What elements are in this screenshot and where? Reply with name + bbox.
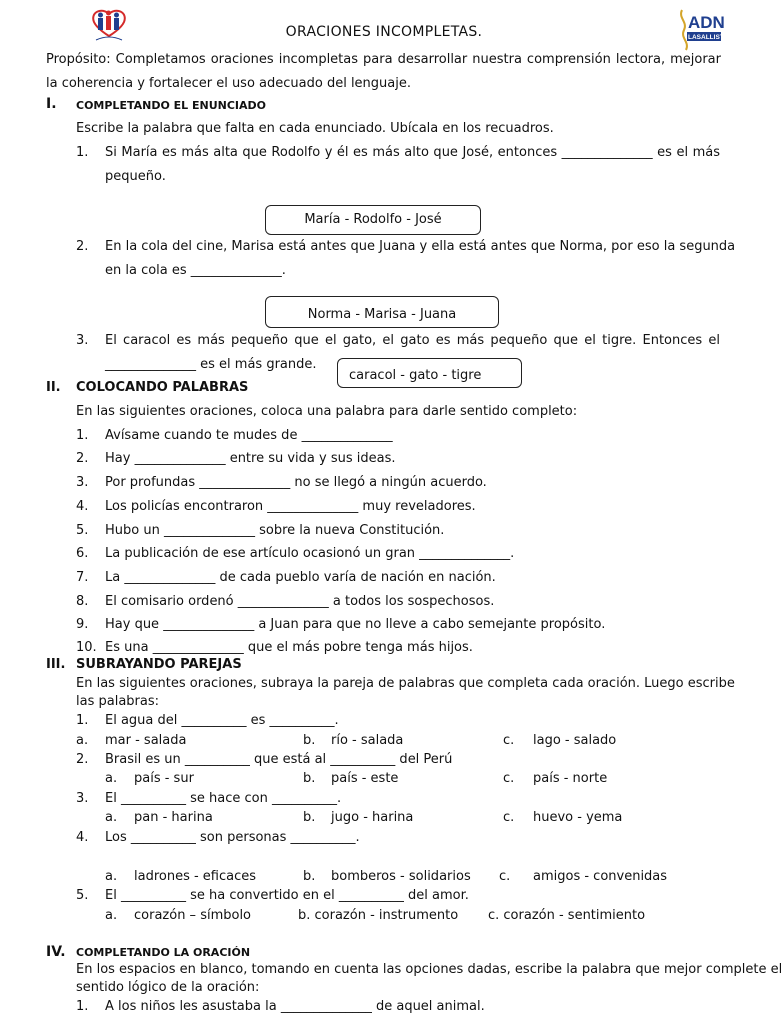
question-number: 4. bbox=[76, 830, 89, 845]
list-item-number: 7. bbox=[76, 570, 89, 585]
adn-lasallista-logo bbox=[676, 8, 728, 52]
list-item-number: 2. bbox=[76, 239, 89, 254]
option-text: ladrones - eficaces bbox=[134, 869, 257, 884]
question-text: Brasil es un __________ que está al __________ del Perú bbox=[105, 752, 453, 767]
section-4-instruction: En los espacios en blanco, tomando en cuenta las opciones dadas, escribe la palabra que mejor complete el bbox=[76, 962, 782, 977]
list-item-text: A los niños les asustaba la ______________ de aquel animal. bbox=[105, 999, 485, 1014]
option-letter: a. bbox=[105, 810, 118, 825]
question-number: 5. bbox=[76, 888, 89, 903]
list-item-text: Hay ______________ entre su vida y sus ideas. bbox=[105, 451, 396, 466]
purpose-text: Completamos oraciones incompletas para desarrollar nuestra comprensión lectora, mejorar la coherencia y fortalecer el uso adecuado del lenguaje. bbox=[46, 52, 721, 91]
list-item-number: 1. bbox=[76, 145, 89, 160]
section-4-title: COMPLETANDO LA ORACIÓN bbox=[76, 946, 251, 959]
list-item-number: 2. bbox=[76, 451, 89, 466]
page-title: ORACIONES INCOMPLETAS. bbox=[285, 24, 483, 40]
section-3-title: SUBRAYANDO PAREJAS bbox=[76, 657, 242, 672]
option-text: mar - salada bbox=[105, 733, 187, 748]
section-2-number: II. bbox=[46, 380, 61, 395]
option-text: bomberos - solidarios bbox=[331, 869, 471, 884]
purpose-paragraph bbox=[46, 48, 721, 96]
option-letter: a. bbox=[105, 908, 118, 923]
list-item-text: La ______________ de cada pueblo varía de nación en nación. bbox=[105, 570, 496, 585]
list-item-number: 1. bbox=[76, 999, 89, 1014]
option-text: b. corazón - instrumento bbox=[298, 908, 459, 923]
option-letter: a. bbox=[105, 869, 118, 884]
option-text: c. corazón - sentimiento bbox=[488, 908, 646, 923]
word-box: Norma - Marisa - Juana bbox=[265, 296, 499, 328]
option-letter: a. bbox=[105, 771, 118, 786]
list-item-text: El comisario ordenó ______________ a todos los sospechosos. bbox=[105, 594, 495, 609]
question-text: El agua del __________ es __________. bbox=[105, 713, 339, 728]
section-4-instruction: sentido lógico de la oración: bbox=[76, 980, 260, 995]
list-item-text: En la cola del cine, Marisa está antes que Juana y ella está antes que Norma, por eso la segunda bbox=[105, 239, 736, 254]
option-text: huevo - yema bbox=[533, 810, 623, 825]
list-item-text: La publicación de ese artículo ocasionó un gran ______________. bbox=[105, 546, 515, 561]
section-2-title: COLOCANDO PALABRAS bbox=[76, 380, 249, 395]
option-text: pan - harina bbox=[134, 810, 213, 825]
list-item-text: El caracol es más pequeño que el gato, el gato es más pequeño que el tigre. Entonces el bbox=[105, 333, 720, 348]
option-text: río - salada bbox=[331, 733, 404, 748]
option-text: lago - salado bbox=[533, 733, 617, 748]
section-3-number: III. bbox=[46, 657, 66, 672]
svg-text:LASALLISTA: LASALLISTA bbox=[688, 34, 728, 41]
list-item-text: pequeño. bbox=[105, 169, 166, 184]
option-text: jugo - harina bbox=[331, 810, 414, 825]
question-text: Los __________ son personas __________. bbox=[105, 830, 360, 845]
question-number: 1. bbox=[76, 713, 89, 728]
list-item-number: 1. bbox=[76, 428, 89, 443]
option-text: país - norte bbox=[533, 771, 608, 786]
section-3-instruction: En las siguientes oraciones, subraya la pareja de palabras que completa cada oración. Luego escribe bbox=[76, 676, 735, 691]
section-1-title: COMPLETANDO EL ENUNCIADO bbox=[76, 99, 267, 112]
list-item-text: Avísame cuando te mudes de ______________ bbox=[105, 428, 393, 443]
option-text: país - este bbox=[331, 771, 399, 786]
list-item-text: Los policías encontraron ______________ muy reveladores. bbox=[105, 499, 476, 514]
section-4-number: IV. bbox=[46, 944, 66, 960]
list-item-number: 5. bbox=[76, 523, 89, 538]
option-text: amigos - convenidas bbox=[533, 869, 668, 884]
list-item-text: Hubo un ______________ sobre la nueva Constitución. bbox=[105, 523, 445, 538]
list-item-number: 3. bbox=[76, 333, 89, 348]
option-letter: b. bbox=[303, 733, 316, 748]
section-3-instruction: las palabras: bbox=[76, 694, 159, 709]
option-letter: c. bbox=[503, 810, 515, 825]
list-item-text: Hay que ______________ a Juan para que no lleve a cabo semejante propósito. bbox=[105, 617, 606, 632]
option-letter: b. bbox=[303, 810, 316, 825]
word-box: caracol - gato - tigre bbox=[337, 358, 522, 388]
option-letter: c. bbox=[503, 771, 515, 786]
list-item-number: 6. bbox=[76, 546, 89, 561]
question-text: El __________ se ha convertido en el __________ del amor. bbox=[105, 888, 469, 903]
option-letter: b. bbox=[303, 869, 316, 884]
option-letter: c. bbox=[503, 733, 515, 748]
list-item-text: Si María es más alta que Rodolfo y él es más alto que José, entonces ______________ es el más bbox=[105, 145, 720, 160]
purpose-label: Propósito: bbox=[46, 52, 111, 67]
option-letter: b. bbox=[303, 771, 316, 786]
list-item-number: 10. bbox=[76, 640, 97, 655]
list-item-text: Es una ______________ que el más pobre tenga más hijos. bbox=[105, 640, 473, 655]
section-2-instruction: En las siguientes oraciones, coloca una palabra para darle sentido completo: bbox=[76, 404, 578, 419]
list-item-text: en la cola es ______________. bbox=[105, 263, 286, 278]
option-text: país - sur bbox=[134, 771, 194, 786]
section-1-instruction: Escribe la palabra que falta en cada enunciado. Ubícala en los recuadros. bbox=[76, 121, 554, 136]
svg-text:ADN: ADN bbox=[688, 13, 725, 32]
word-box: María - Rodolfo - José bbox=[265, 205, 481, 235]
list-item-number: 9. bbox=[76, 617, 89, 632]
question-number: 3. bbox=[76, 791, 89, 806]
list-item-number: 3. bbox=[76, 475, 89, 490]
option-text: corazón – símbolo bbox=[134, 908, 252, 923]
list-item-number: 4. bbox=[76, 499, 89, 514]
option-letter: c. bbox=[499, 869, 511, 884]
question-number: 2. bbox=[76, 752, 89, 767]
list-item-number: 8. bbox=[76, 594, 89, 609]
section-1-number: I. bbox=[46, 96, 57, 112]
option-letter: a. bbox=[76, 733, 89, 748]
list-item-text: Por profundas ______________ no se llegó a ningún acuerdo. bbox=[105, 475, 487, 490]
list-item-text: ______________ es el más grande. bbox=[105, 357, 317, 372]
question-text: El __________ se hace con __________. bbox=[105, 791, 342, 806]
